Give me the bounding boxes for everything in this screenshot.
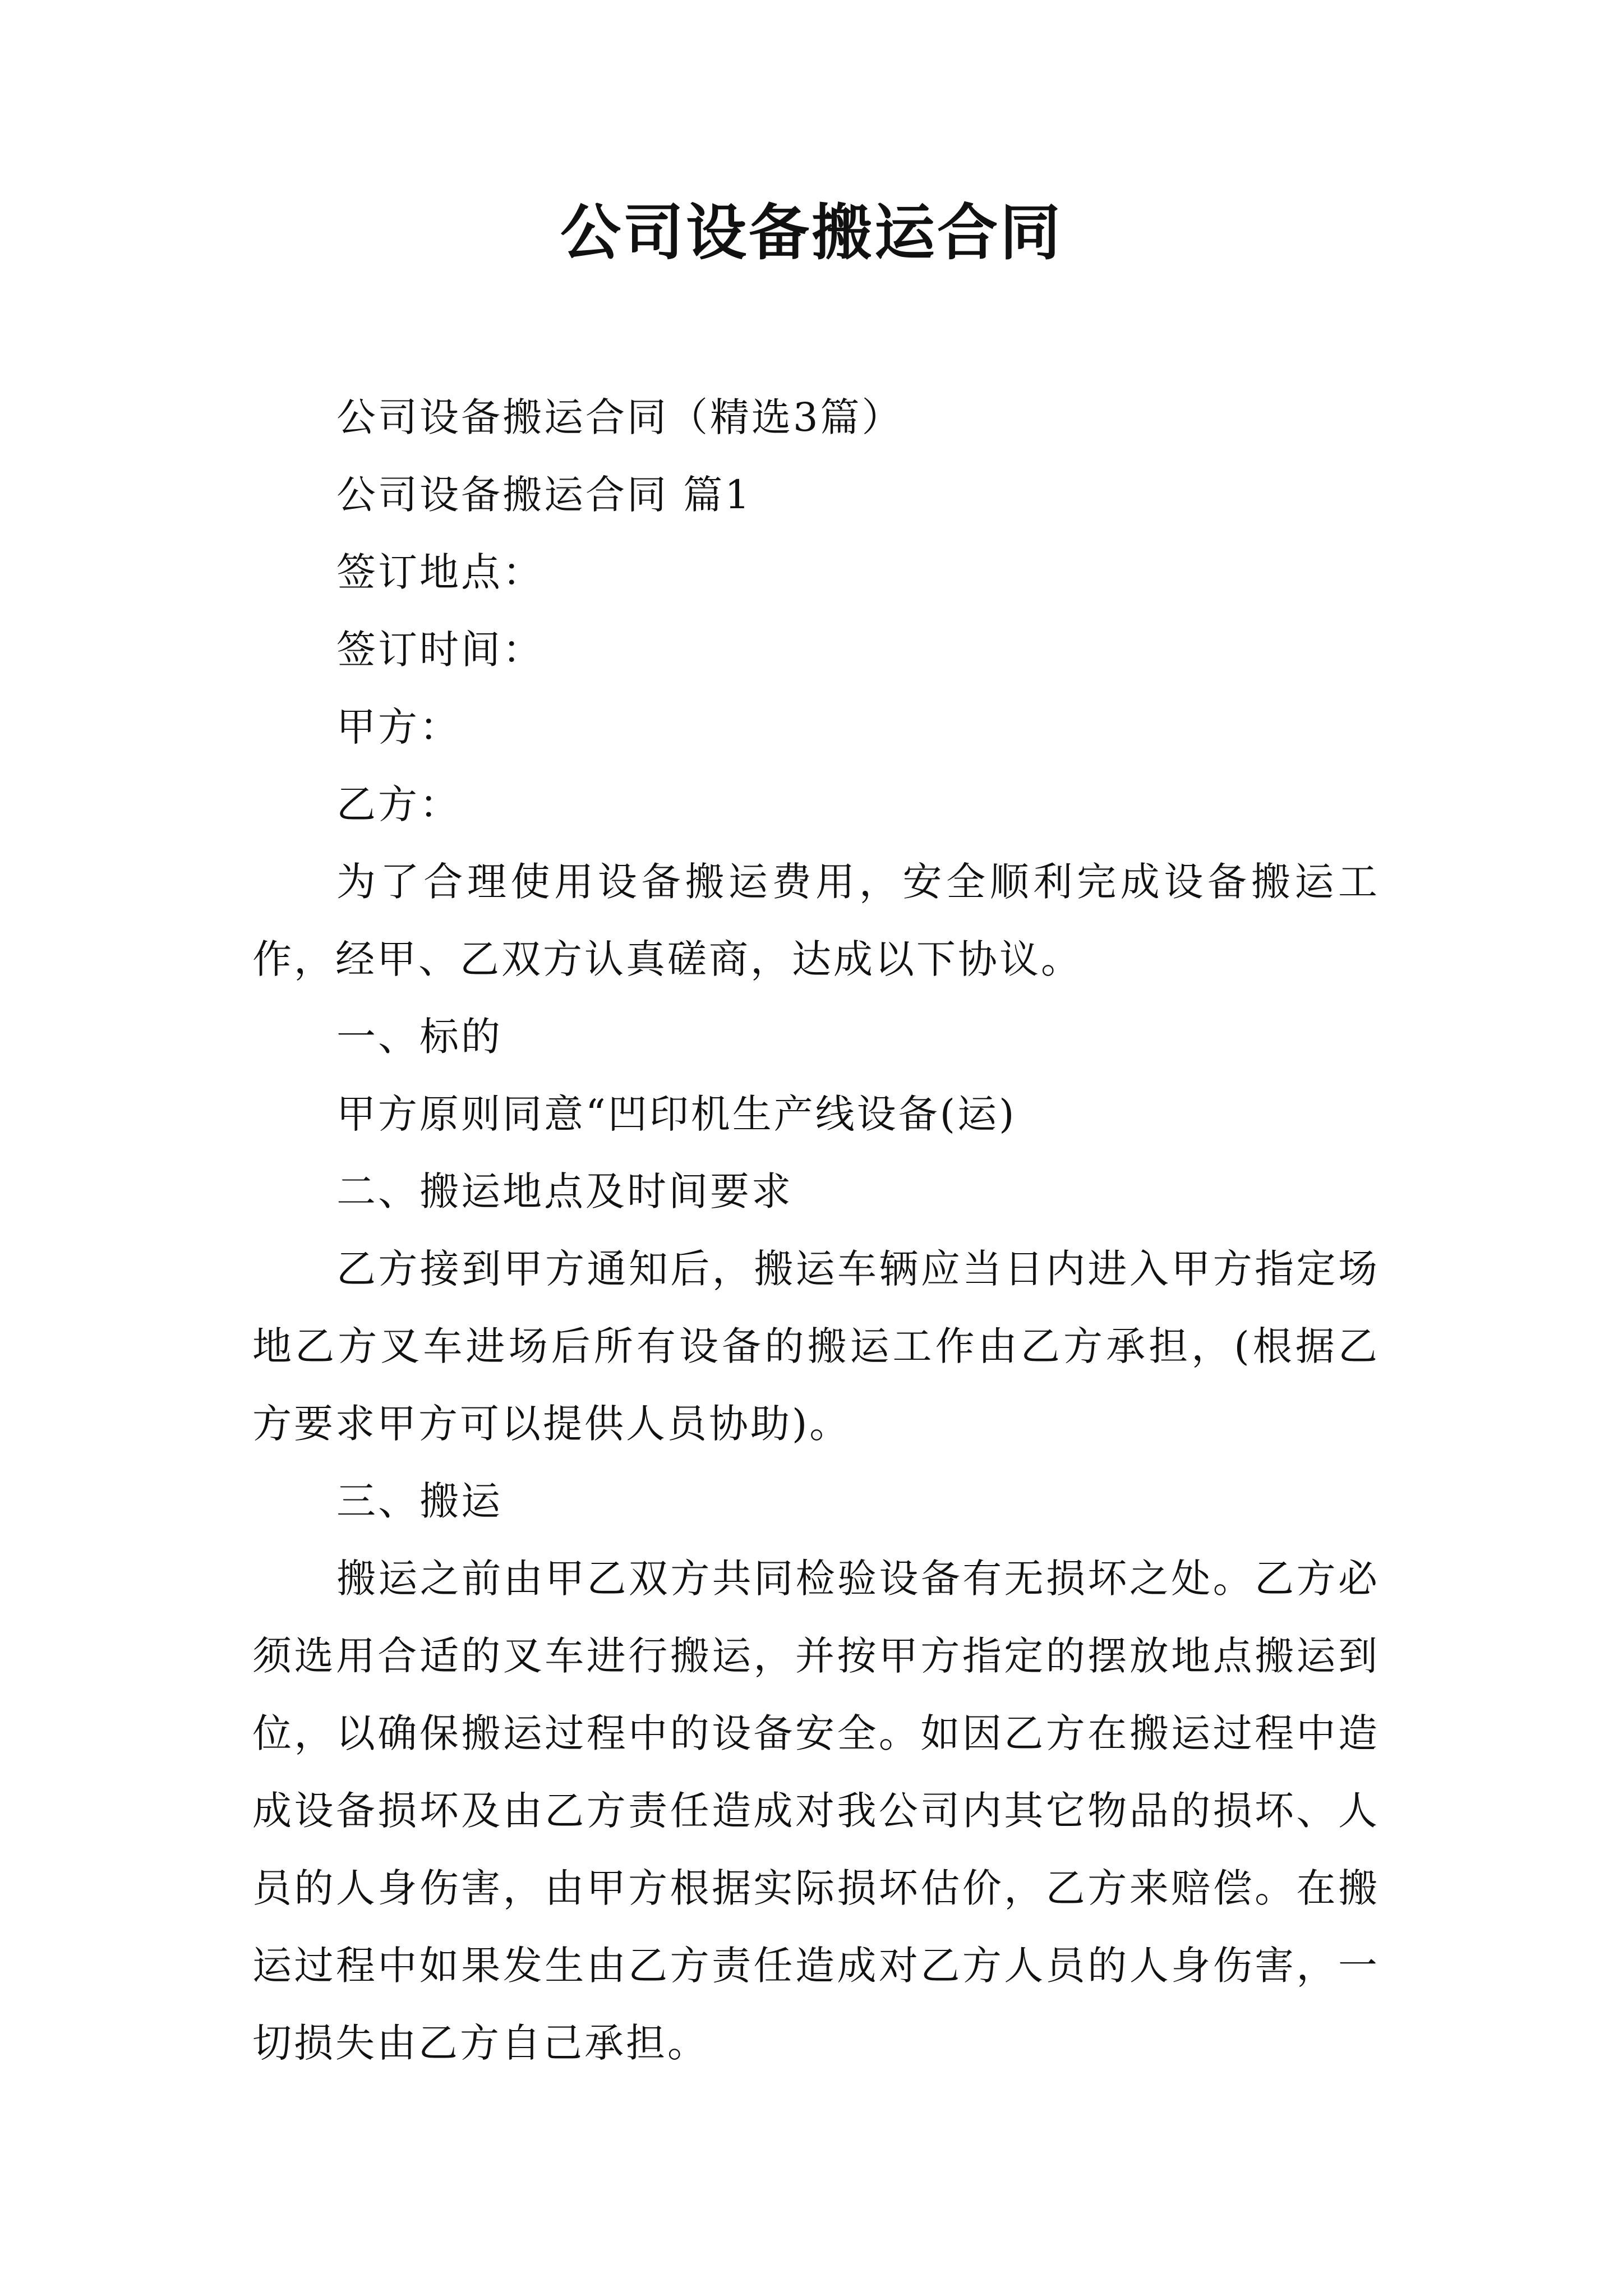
paragraph-subject: 甲方原则同意“凹印机生产线设备(运) <box>336 1091 1017 1137</box>
paragraph-transport: 搬运之前由甲乙双方共同检验设备有无损坏之处。乙方必须选用合适的叉车进行搬运，并按甲方指定的摆放地点搬运到位，以确保搬运过程中的设备安全。如因乙方在搬运过程中造成设备损坏及由乙方责任造成对我公司内其它物品的损坏、人员的人身伤害，由甲方根据实际损坏估价，乙方来赔偿。在搬运过程中如果发生由乙方责任造成对乙方人员的人身伤害，一切损失由乙方自己承担。 <box>252 1556 1380 2066</box>
section-heading-subject: 一、标的 <box>336 1014 502 1060</box>
section-heading-transport: 三、搬运 <box>336 1478 502 1524</box>
paragraph-party-a: 甲方： <box>336 704 461 750</box>
document-title: 公司设备搬运合同 <box>560 197 1063 268</box>
paragraph-preamble: 为了合理使用设备搬运费用，安全顺利完成设备搬运工作，经甲、乙双方认真磋商，达成以下协议。 <box>252 859 1380 982</box>
section-heading-location-time: 二、搬运地点及时间要求 <box>336 1168 793 1214</box>
paragraph-collection-title: 公司设备搬运合同（精选3篇） <box>336 394 903 440</box>
paragraph-signing-place: 签订地点： <box>336 549 544 595</box>
paragraph-location-time: 乙方接到甲方通知后，搬运车辆应当日内进入甲方指定场地乙方叉车进场后所有设备的搬运工作由乙方承担，(根据乙方要求甲方可以提供人员协助)。 <box>252 1246 1380 1447</box>
document-body <box>252 379 1380 2082</box>
paragraph-party-b: 乙方： <box>336 781 461 827</box>
paragraph-signing-time: 签订时间： <box>336 627 544 673</box>
paragraph-part-heading: 公司设备搬运合同 篇1 <box>336 472 752 518</box>
